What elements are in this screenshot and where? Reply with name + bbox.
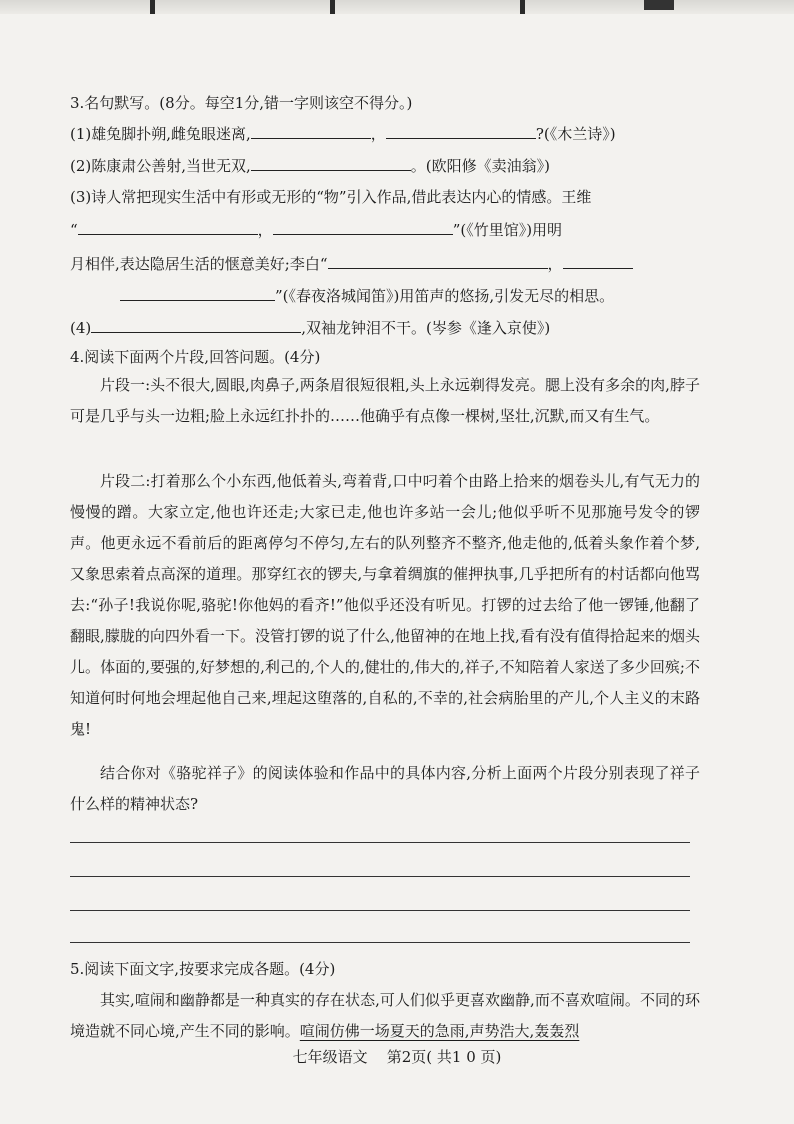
answer-blank[interactable] bbox=[251, 120, 371, 139]
comma: ， bbox=[370, 125, 386, 143]
q3-line-2 bbox=[70, 152, 730, 179]
q5-passage bbox=[70, 985, 700, 1047]
answer-blank[interactable] bbox=[251, 152, 411, 171]
answer-blank[interactable] bbox=[386, 120, 536, 139]
q3-line-3a: (3)诗人常把现实生活中有形或无形的“物”引入作品,借此表达内心的情感。王维 bbox=[70, 188, 592, 206]
answer-blank[interactable] bbox=[328, 250, 548, 269]
q3-heading: 3.名句默写。(8分。每空1分,错一字则该空不得分。) bbox=[70, 94, 413, 112]
page-footer: 七年级语文 第2页( 共1 0 页) bbox=[292, 1048, 502, 1066]
comma: ， bbox=[257, 221, 273, 239]
q3-3b-prefix: “ bbox=[70, 221, 78, 239]
comma: ， bbox=[547, 255, 563, 273]
q4-prompt: 结合你对《骆驼祥子》的阅读体验和作品中的具体内容,分析上面两个片段分别表现了祥子什么样的精神状态? bbox=[70, 764, 700, 813]
q3-4-suffix: ,双袖龙钟泪不干。(岑参《逢入京使》) bbox=[301, 319, 551, 337]
answer-line[interactable] bbox=[70, 910, 690, 911]
excerpt-1: 片段一:头不很大,圆眼,肉鼻子,两条眉很短很粗,头上永远剃得发亮。腮上没有多余的肉,脖子可是几乎与头一边粗;脸上永远红扑扑的……他确乎有点像一棵树,坚壮,沉默,而又有生气。 bbox=[70, 376, 700, 425]
q4-heading: 4.阅读下面两个片段,回答问题。(4分) bbox=[70, 348, 321, 366]
excerpt-2: 片段二:打着那么个小东西,他低着头,弯着背,口中叼着个由路上拾来的烟卷头儿,有气无力的慢慢的蹭。大家立定,他也许还走;大家已走,他也许多站一会儿;他似乎听不见那施号发令的锣声。他更永远不看前后的距离停匀不停匀,左右的队列整齐不整齐,他走他的,低着头象作着个梦,又象思索着点高深的道理。那穿红衣的锣夫,与拿着绸旗的催押执事,几乎把所有的村话都向他骂去:“孙子!我说你呢,骆驼!你他妈的看齐!”他似乎还没有听见。打锣的过去给了他一锣锤,他翻了翻眼,朦胧的向四外看一下。没管打锣的说了什么,他留神的在地上找,看有没有值得拾起来的烟头儿。体面的,要强的,好梦想的,利己的,个人的,健壮的,伟大的,祥子,不知陪着人家送了多少回殡;不知道何时何地会埋起他自己来,埋起这堕落的,自私的,不幸的,社会病胎里的产儿,个人主义的末路鬼! bbox=[70, 472, 700, 738]
q3-line-3d bbox=[70, 282, 730, 309]
answer-blank[interactable] bbox=[273, 216, 453, 235]
q3-line-3b bbox=[70, 216, 730, 243]
q5-heading: 5.阅读下面文字,按要求完成各题。(4分) bbox=[70, 960, 336, 978]
answer-line[interactable] bbox=[70, 876, 690, 877]
answer-blank[interactable] bbox=[91, 314, 301, 333]
answer-line[interactable] bbox=[70, 842, 690, 843]
scan-mark bbox=[520, 0, 525, 14]
answer-blank[interactable] bbox=[78, 216, 258, 235]
q5-passage-text: 其实,喧闹和幽静都是一种真实的存在状态,可人们似乎更喜欢幽静,而不喜欢喧闹。不同的环境造就不同心境,产生不同的影响。 bbox=[70, 991, 700, 1040]
q3-2-prefix: (2)陈康肃公善射,当世无双, bbox=[70, 157, 251, 175]
q3-4-prefix: (4) bbox=[70, 319, 92, 337]
q3-line-4 bbox=[70, 314, 730, 341]
scan-mark bbox=[330, 0, 335, 14]
q3-3b-suffix: ”(《竹里馆》)用明 bbox=[452, 221, 563, 239]
top-margin-strip bbox=[0, 0, 794, 14]
q3-2-suffix: 。(欧阳修《卖油翁》) bbox=[410, 157, 551, 175]
answer-blank[interactable] bbox=[563, 250, 633, 269]
answer-blank[interactable] bbox=[120, 282, 275, 301]
q3-3d-suffix: ”(《春夜洛城闻笛》)用笛声的悠扬,引发无尽的相思。 bbox=[275, 287, 615, 305]
q3-1-prefix: (1)雄兔脚扑朔,雌兔眼迷离, bbox=[70, 125, 251, 143]
q3-3c-prefix: 月相伴,表达隐居生活的惬意美好;李白“ bbox=[70, 255, 328, 273]
q3-line-3c bbox=[70, 250, 730, 277]
scan-mark bbox=[644, 0, 674, 10]
q5-underlined-sentence: 喧闹仿佛一场夏天的急雨,声势浩大,轰轰烈 bbox=[299, 1022, 580, 1040]
q3-line-1 bbox=[70, 120, 730, 147]
q3-1-suffix: ?(《木兰诗》) bbox=[535, 125, 616, 143]
answer-line[interactable] bbox=[70, 942, 690, 943]
scan-mark bbox=[150, 0, 155, 14]
